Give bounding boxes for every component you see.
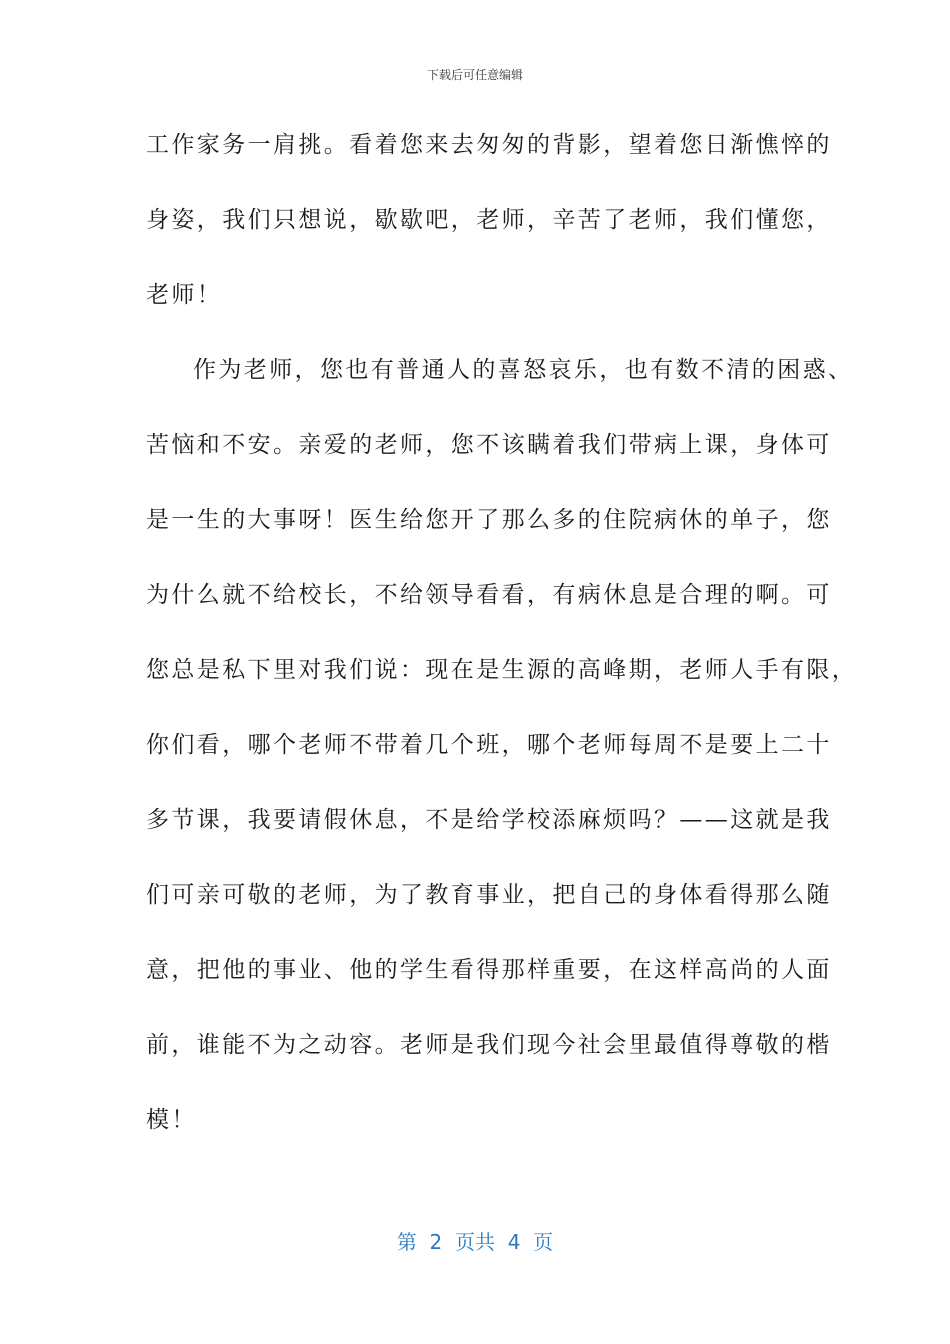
text-line: 们可亲可敬的老师，为了教育事业，把自己的身体看得那么随 xyxy=(146,882,832,908)
text-line: 你们看，哪个老师不带着几个班，哪个老师每周不是要上二十 xyxy=(146,732,832,758)
text-line: 是一生的大事呀！医生给您开了那么多的住院病休的单子，您 xyxy=(146,507,832,533)
text-line: 意，把他的事业、他的学生看得那样重要，在这样高尚的人面 xyxy=(146,957,832,983)
text-line: 工作家务一肩挑。看着您来去匆匆的背影，望着您日渐憔悴的 xyxy=(146,132,832,158)
text-line: 您总是私下里对我们说：现在是生源的高峰期，老师人手有限， xyxy=(146,657,858,683)
text-line: 老师！ xyxy=(146,282,223,308)
text-line: 为什么就不给校长，不给领导看看，有病休息是合理的啊。可 xyxy=(146,582,832,608)
text-line: 前，谁能不为之动容。老师是我们现今社会里最值得尊敬的楷 xyxy=(146,1032,832,1058)
text-line: 模！ xyxy=(146,1107,197,1133)
page-number: 第 2 页共 4 页 xyxy=(396,1230,554,1254)
text-line: 多节课，我要请假休息，不是给学校添麻烦吗？——这就是我 xyxy=(146,807,832,833)
page-header: 下载后可任意编辑 xyxy=(426,68,523,82)
paragraph-first-line: 作为老师，您也有普通人的喜怒哀乐，也有数不清的困惑、 xyxy=(193,357,854,383)
text-line: 身姿，我们只想说，歇歇吧，老师，辛苦了老师，我们懂您， xyxy=(146,207,832,233)
text-line: 苦恼和不安。亲爱的老师，您不该瞒着我们带病上课，身体可 xyxy=(146,432,832,458)
